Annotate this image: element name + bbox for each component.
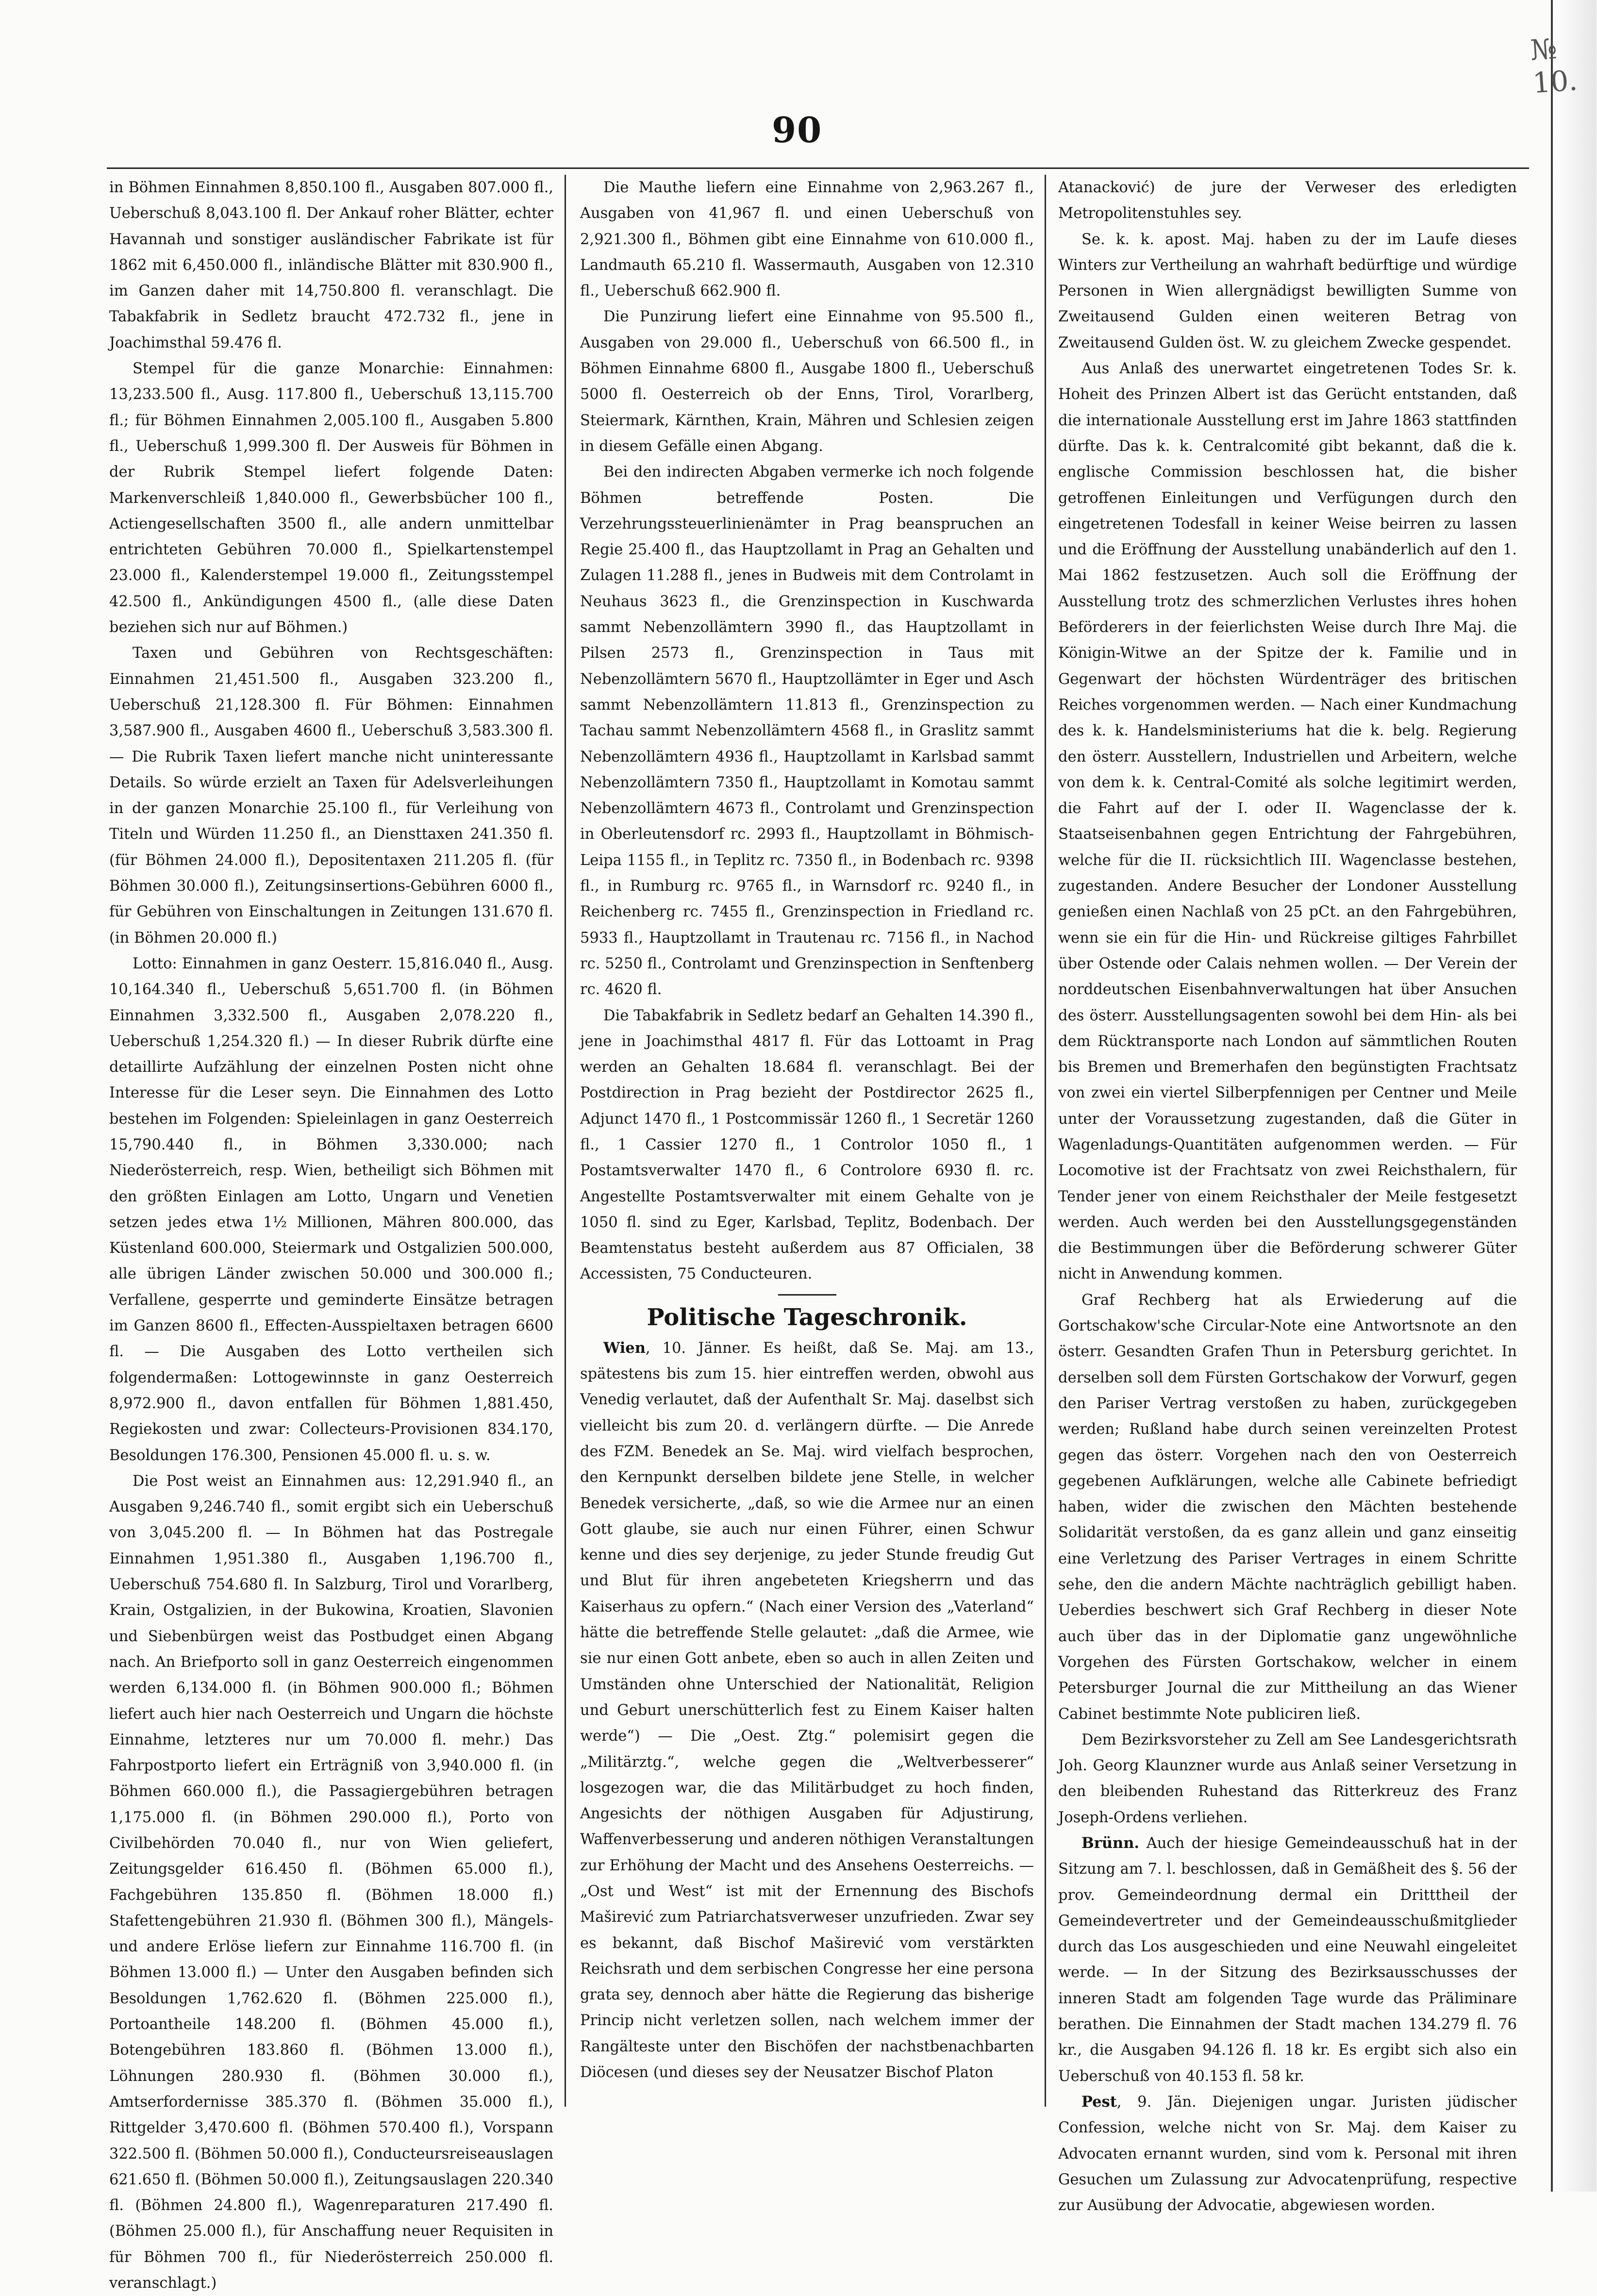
paragraph-taxen: Taxen und Gebühren von Rechtsgeschäften: Einnahmen 21,451.500 fl., Ausgaben 323.200 fl., Ueberschuß 21,128.300 fl. Für Böhmen: Einnahmen 3,587.900 fl., Ausgaben 4600 fl., Ueberschuß 3,583.300 fl. — Die Rubrik Taxen liefert manche nicht uninteressante Details. So würde erzielt an Taxen für Adelsverleihungen in der ganzen Monarchie 25.100 fl., für Verleihung von Titeln und Würden 11.250 fl., an Diensttaxen 241.350 fl. (für Böhmen 24.000 fl.), Depositentaxen 211.205 fl. (für Böhmen 30.000 fl.), Zeitungsinsertions-Gebühren 6000 fl., für Gebühren von Einschaltungen in Zeitungen 131.670 fl. (in Böhmen 20.000 fl.) (109, 645, 553, 947)
paragraph-tobacco: in Böhmen Einnahmen 8,850.100 fl., Ausgaben 807.000 fl., Ueberschuß 8,043.100 fl. Der Ankauf roher Blätter, echter Havannah und sonstiger ausländischer Fabrikate ist für 1862 mit 6,450.000 fl., inländische Blätter mit 830.900 fl., im Ganzen daher mit 14,750.800 fl. veranschlagt. Die Tabakfabrik in Sedletz braucht 472.732 fl., jene in Joachimsthal 59.476 fl. (109, 179, 553, 351)
paragraph-rechberg: Graf Rechberg hat als Erwiederung auf die Gortschakow'sche Circular-Note eine Antwortsnote an den österr. Gesandten Grafen Thun in Petersburg gerichtet. In derselben soll dem Fürsten Gortschakow der Vorwurf, gegen den Pariser Vertrag verstoßen zu haben, zurückgegeben werden; Rußland habe durch seinen vereinzelten Protest gegen das österr. Vorgehen nach den von Oesterreich gegebenen Aufklärungen, welche alle Cabinete befriedigt haben, wider die zwischen den Mächten bestehende Solidarität verstoßen, da es ganz allein und ganz einseitig eine Verletzung des Pariser Vertrages in einem Schritte sehe, den die andern Mächte nachträglich gebilligt haben. Ueberdies beschwert sich Graf Rechberg in dieser Note auch über das in der Diplomatie ganz ungewöhnliche Vorgehen des Fürsten Gortschakow, welcher in einem Petersburger Journal die zur Mittheilung an das Wiener Cabinet bestimmte Note publiciren ließ. (1058, 1291, 1517, 1723)
chronicle-wien (580, 1335, 1034, 2086)
chronicle-wien-text: , 10. Jänner. Es heißt, daß Se. Maj. am 13., spätestens bis zum 15. hier eintreffen werden, obwohl aus Venedig verlautet, daß der Aufenthalt Sr. Maj. daselbst sich vielleicht bis zum 20. d. verlängern dürfte. — Die Anrede des FZM. Benedek an Se. Maj. wird vielfach besprochen, den Kernpunkt derselben bildete jene Stelle, in welcher Benedek versicherte, „daß, so wie die Armee nur an einen Gott glaube, sie auch nur einen Führer, einen Schwur kenne und dies sey derjenige, zu jeder Stunde freudig Gut und Blut für ihren angebeteten Kriegsherrn und das Kaiserhaus zu opfern.“ (Nach einer Version des „Vaterland“ hätte die betreffende Stelle gelautet: „daß die Armee, wie sie nur einen Gott anbete, eben so auch in allen Zeiten und Umständen ohne Unterschied der Nationalität, Religion und Geburt unerschütterlich fest zu Einem Kaiser halten werde“) — Die „Oest. Ztg.“ polemisirt gegen die „Militärztg.“, welche gegen die „Weltverbesserer“ losgezogen war, die das Militärbudget zu hoch finden, Angesichts der nöthigen Ausgaben für Adjustirung, Waffenverbesserung und anderen nöthigen Veranstaltungen zur Erhöhung der Macht und des Ansehens Oesterreichs. — „Ost und West“ ist mit der Ernennung des Bischofs Maširević zum Patriarchatsverweser unzufrieden. Zwar sey es bekannt, daß Bischof Maširević vom verstärkten Reichsrath und dem serbischen Congresse her eine persona grata sey, dennoch aber hätte die Regierung das bisherige Princip nicht verletzen sollen, nach welchem immer der Rangälteste unter den Bischöfen der nachstbenachbarten Diöcesen (und dieses sey der Neusatzer Bischof Platon (580, 1339, 1034, 2081)
paragraph-donation: Se. k. k. apost. Maj. haben zu der im Laufe dieses Winters zur Vertheilung an wahrhaft bedürftige und würdige Personen in Wien allergnädigst bewilligten Summe von Zweitausend Gulden einen weiteren Betrag von Zweitausend Gulden öst. W. zu gleichem Zwecke gespendet. (1058, 231, 1517, 351)
section-rule (778, 1294, 836, 1296)
paragraph-indirect-taxes: Bei den indirecten Abgaben vermerke ich noch folgende Böhmen betreffende Posten. Die Verzehrungssteuerlinienämter in Prag beanspruchen an Regie 25.400 fl., das Hauptzollamt in Prag an Gehalten und Zulagen 11.288 fl., jenes in Budweis mit dem Controlamt in Neuhaus 3623 fl., die Grenzinspection in Kuschwarda sammt Nebenzollämtern 3990 fl., das Hauptzollamt in Pilsen 2573 fl., Grenzinspection in Taus mit Nebenzollämtern 5670 fl., Hauptzollämter in Eger und Asch sammt Nebenzollämtern 11.813 fl., Grenzinspection zu Tachau sammt Nebenzollämtern 4568 fl., in Graslitz sammt Nebenzollämtern 4936 fl., Hauptzollamt in Karlsbad sammt Nebenzollämtern 7350 fl., Hauptzollamt in Komotau sammt Nebenzollämtern 4673 fl., Controlamt und Grenzinspection in Oberleutensdorf rc. 2993 fl., Hauptzollamt in Böhmisch-Leipa 1155 fl., in Teplitz rc. 7350 fl., in Bodenbach rc. 9398 fl., in Rumburg rc. 9765 fl., in Warnsdorf rc. 9240 fl., in Reichenberg rc. 7455 fl., Grenzinspection in Friedland rc. 5933 fl., Hauptzollamt in Trautenau rc. 7156 fl., in Nachod rc. 5250 fl., Controlamt und Grenzinspection in Senftenberg rc. 4620 fl. (580, 464, 1034, 998)
paragraph-mauthe: Die Mauthe liefern eine Einnahme von 2,963.267 fl., Ausgaben von 41,967 fl. und einen Ueberschuß von 2,921.300 fl., Böhmen gibt eine Einnahme von 610.000 fl., Landmauth 65.210 fl. Wassermauth, Ausgaben von 12.310 fl., Ueberschuß 662.900 fl. (580, 179, 1034, 300)
column-separator-2 (1045, 175, 1046, 2107)
column-3 (1058, 175, 1517, 2214)
column-1 (109, 175, 553, 2292)
paragraph-metropolit: Atanacković) de jure der Verweser des erledigten Metropolitenstuhles sey. (1058, 179, 1517, 222)
paragraph-stempel: Stempel für die ganze Monarchie: Einnahmen: 13,233.500 fl., Ausg. 117.800 fl., Ueberschuß 13,115.700 fl.; für Böhmen Einnahmen 2,005.100 fl., Ausgaben 5.800 fl., Ueberschuß 1,999.300 fl. Der Ausweis für Böhmen in der Rubrik Stempel liefert folgende Daten: Markenverschleiß 1,840.000 fl., Gewerbsbücher 100 fl., Actiengesellschaften 3500 fl., alle andern unmittelbar entrichteten Gebühren 70.000 fl., Spielkartenstempel 23.000 fl., Kalenderstempel 19.000 fl., Zeitungsstempel 42.500 fl., Ankündigungen 4500 fl., (alle diese Daten beziehen sich nur auf Böhmen.) (109, 360, 553, 636)
dateline-brunn: Brünn. (1081, 1834, 1139, 1852)
dateline-pest: Pest (1081, 2093, 1117, 2111)
chronicle-brunn-text: Auch der hiesige Gemeindeausschuß hat in der Sitzung am 7. l. beschlossen, daß in Gemäßheit des §. 56 der prov. Gemeindeordnung dermal ein Dritttheil der Gemeindevertreter und der Gemeindeausschußmitglieder durch das Los ausgeschieden und eine Neuwahl eingeleitet werde. — In der Sitzung des Bezirksausschusses der inneren Stadt am folgenden Tage wurde das Präliminare berathen. Die Einnahmen der Stadt machen 134.279 fl. 76 kr., die Ausgaben 94.126 fl. 18 kr. Es ergibt sich also ein Ueberschuß von 40.153 fl. 58 kr. (1058, 1835, 1517, 2085)
header-rule (107, 167, 1529, 169)
paragraph-lotto: Lotto: Einnahmen in ganz Oesterr. 15,816.040 fl., Ausg. 10,164.340 fl., Ueberschuß 5,651.700 fl. (in Böhmen Einnahmen 3,332.500 fl., Ausgaben 2,078.220 fl., Ueberschuß 1,254.320 fl.) — In dieser Rubrik dürfte eine detaillirte Aufzählung der einzelnen Posten nicht ohne Interesse für die Leser seyn. Die Einnahmen des Lotto bestehen im Folgenden: Spieleinlagen in ganz Oesterreich 15,790.440 fl., in Böhmen 3,330.000; nach Niederösterreich, resp. Wien, betheiligt sich Böhmen mit den größten Einlagen am Lotto, Ungarn und Venetien setzen jedes etwa 1½ Millionen, Mähren 800.000, das Küstenland 600.000, Steiermark und Ostgalizien 500.000, alle übrigen Länder zwischen 50.000 und 300.000 fl.; Verfallene, gesperrte und geminderte Einsätze betragen im Ganzen 8600 fl., Effecten-Ausspieltaxen betragen 6600 fl. — Die Ausgaben des Lotto vertheilen sich folgendermaßen: Lottogewinnste in ganz Oesterreich 8,972.900 fl., davon entfallen für Böhmen 1,881.450, Regiekosten und zwar: Collecteurs-Provisionen 834.170, Besoldungen 176.300, Pensionen 45.000 fl. u. s. w. (109, 955, 553, 1464)
paragraph-punzirung: Die Punzirung liefert eine Einnahme von 95.500 fl., Ausgaben von 29.000 fl., Ueberschuß von 66.500 fl., in Böhmen Einnahme 6800 fl., Ausgabe 1800 fl., Ueberschuß 5000 fl. Oesterreich ob der Enns, Tirol, Vorarlberg, Steiermark, Kärnthen, Krain, Mähren und Schlesien zeigen in diesem Gefälle einen Abgang. (580, 308, 1034, 455)
chronicle-pest-text: , 9. Jän. Diejenigen ungar. Juristen jüdischer Confession, welche nicht von Sr. Maj. dem Kaiser zu Advocaten ernannt wurden, sind vom k. Personal mit ihren Gesuchen um Zulassung zur Advocatenprüfung, respective zur Ausübung der Advocatie, abgewiesen worden. (1058, 2093, 1517, 2214)
dateline-wien: Wien (603, 1339, 646, 1357)
chronicle-pest (1058, 2089, 1517, 2218)
edge-mark: № 10. (1529, 32, 1579, 100)
column-2 (580, 175, 1034, 2126)
page-edge (1551, 0, 1597, 2192)
paragraph-exhibition: Aus Anlaß des unerwartet eingetretenen Todes Sr. k. Hoheit des Prinzen Albert ist das Gerücht entstanden, daß die internationale Ausstellung erst im Jahre 1863 stattfinden dürfte. Das k. k. Centralcomité gibt bekannt, daß die k. englische Commission beschlossen hat, die bisher getroffenen Einleitungen und Verfügungen durch den eingetretenen Todesfall in keiner Weise beirren zu lassen und die Eröffnung der Ausstellung unabänderlich auf den 1. Mai 1862 festzusetzen. Auch soll die Eröffnung der Ausstellung trotz des schmerzlichen Verlustes ihres hohen Beförderers in der feierlichsten Weise durch Ihre Maj. die Königin-Witwe an der Spitze der k. Familie und in Gegenwart der höchsten Würdenträger des britischen Reiches vorgenommen werden. — Nach einer Kundmachung des k. k. Handelsministeriums hat die k. belg. Regierung den österr. Ausstellern, Industriellen und Arbeitern, welche von dem k. k. Central-Comité als solche legitimirt werden, die Fahrt auf der I. oder II. Wagenclasse der k. Staatseisenbahnen gegen Entrichtung der Fahrgebühren, welche für die II. rücksichtlich III. Wagenclasse bestehen, zugestanden. Andere Besucher der Londoner Ausstellung genießen einen Nachlaß von 25 pCt. an den Fahrgebühren, wenn sie ein für die Hin- und Rückreise giltiges Fahrbillet über Ostende oder Calais nehmen wollen. — Der Verein der norddeutschen Eisenbahnverwaltungen hat über Ansuchen des österr. Ausstellungsagenten sowohl bei dem Hin- als bei dem Rücktransporte nach London auf sämmtlichen Routen bis Bremen und Bremerhafen den begünstigten Frachtsatz von zwei ein viertel Silberpfennigen per Centner und Meile unter der Voraussetzung zugestanden, daß die Güter in Wagenladungs-Quantitäten aufgenommen werden. — Für Locomotive ist der Frachtsatz von zwei Reichsthalern, für Tender jener von einem Reichsthaler der Meile festgesetzt werden. Auch werden bei den Ausstellungsgegenständen die Bestimmungen über die Beförderung schwerer Güter nicht in Anwendung kommen. (1058, 360, 1517, 1283)
chronicle-brunn (1058, 1830, 1517, 2089)
section-title: Politische Tageschronik. (647, 1303, 967, 1331)
paragraph-zell: Dem Bezirksvorsteher zu Zell am See Landesgerichtsrath Joh. Georg Klaunzner wurde aus Anlaß seiner Versetzung in den bleibenden Ruhestand das Ritterkreuz des Franz Joseph-Ordens verliehen. (1058, 1731, 1517, 1826)
column-separator-1 (565, 175, 566, 2107)
paragraph-tabakfabrik: Die Tabakfabrik in Sedletz bedarf an Gehalten 14.390 fl., jene in Joachimsthal 4817 fl. Für das Lottoamt in Prag werden an Gehalten 18.684 fl. veranschlagt. Bei der Postdirection in Prag bezieht der Postdirector 2625 fl., Adjunct 1470 fl., 1 Postcommissär 1260 fl., 1 Secretär 1260 fl., 1 Cassier 1270 fl., 1 Controlor 1050 fl., 1 Postamtsverwalter 1470 fl., 6 Controlore 6930 fl. rc. Angestellte Postamtsverwalter mit einem Gehalte von je 1050 fl. sind zu Eger, Karlsbad, Teplitz, Bodenbach. Der Beamtenstatus besteht außerdem aus 87 Officialen, 38 Accessisten, 75 Conducteuren. (580, 1007, 1034, 1283)
page-number: 90 (772, 109, 823, 150)
paragraph-post: Die Post weist an Einnahmen aus: 12,291.940 fl., an Ausgaben 9,246.740 fl., somit ergibt sich ein Ueberschuß von 3,045.200 fl. — In Böhmen hat das Postregale Einnahmen 1,951.380 fl., Ausgaben 1,196.700 fl., Ueberschuß 754.680 fl. In Salzburg, Tirol und Vorarlberg, Krain, Ostgalizien, in der Bukowina, Kroatien, Slavonien und Siebenbürgen weist das Postbudget einen Abgang nach. An Briefporto soll in ganz Oesterreich eingenommen werden 6,134.000 fl. (in Böhmen 900.000 fl.; Böhmen liefert auch hier nach Oesterreich und Ungarn die höchste Einnahme, letzteres nur um 70.000 fl. mehr.) Das Fahrpostporto liefert ein Erträgniß von 3,940.000 fl. (in Böhmen 660.000 fl.), die Passagiergebühren betragen 1,175.000 fl. (in Böhmen 290.000 fl.), Porto von Civilbehörden 70.040 fl., nur von Wien geliefert, Zeitungsgelder 616.450 fl. (Böhmen 65.000 fl.), Fachgebühren 135.850 fl. (Böhmen 18.000 fl.) Stafettengebühren 21.930 fl. (Böhmen 300 fl.), Mängels- und andere Erlöse liefern zur Einnahme 116.700 fl. (in Böhmen 13.000 fl.) — Unter den Ausgaben befinden sich Besoldungen 1,762.620 fl. (Böhmen 225.000 fl.), Portoantheile 148.200 fl. (Böhmen 45.000 fl.), Botengebühren 183.860 fl. (Böhmen 13.000 fl.), Löhnungen 280.930 fl. (Böhmen 30.000 fl.), Amtserfordernisse 385.370 fl. (Böhmen 35.000 fl.), Rittgelder 3,470.600 fl. (Böhmen 570.400 fl.), Vorspann 322.500 fl. (Böhmen 50.000 fl.), Conducteursreiseauslagen 621.650 fl. (Böhmen 50.000 fl.), Zeitungsauslagen 220.340 fl. (Böhmen 24.800 fl.), Wagenreparaturen 217.490 fl. (Böhmen 25.000 fl.), für Anschaffung neuer Requisiten in für Böhmen 700 fl., für Niederösterreich 250.000 fl. veranschlagt.) (109, 1472, 553, 2292)
